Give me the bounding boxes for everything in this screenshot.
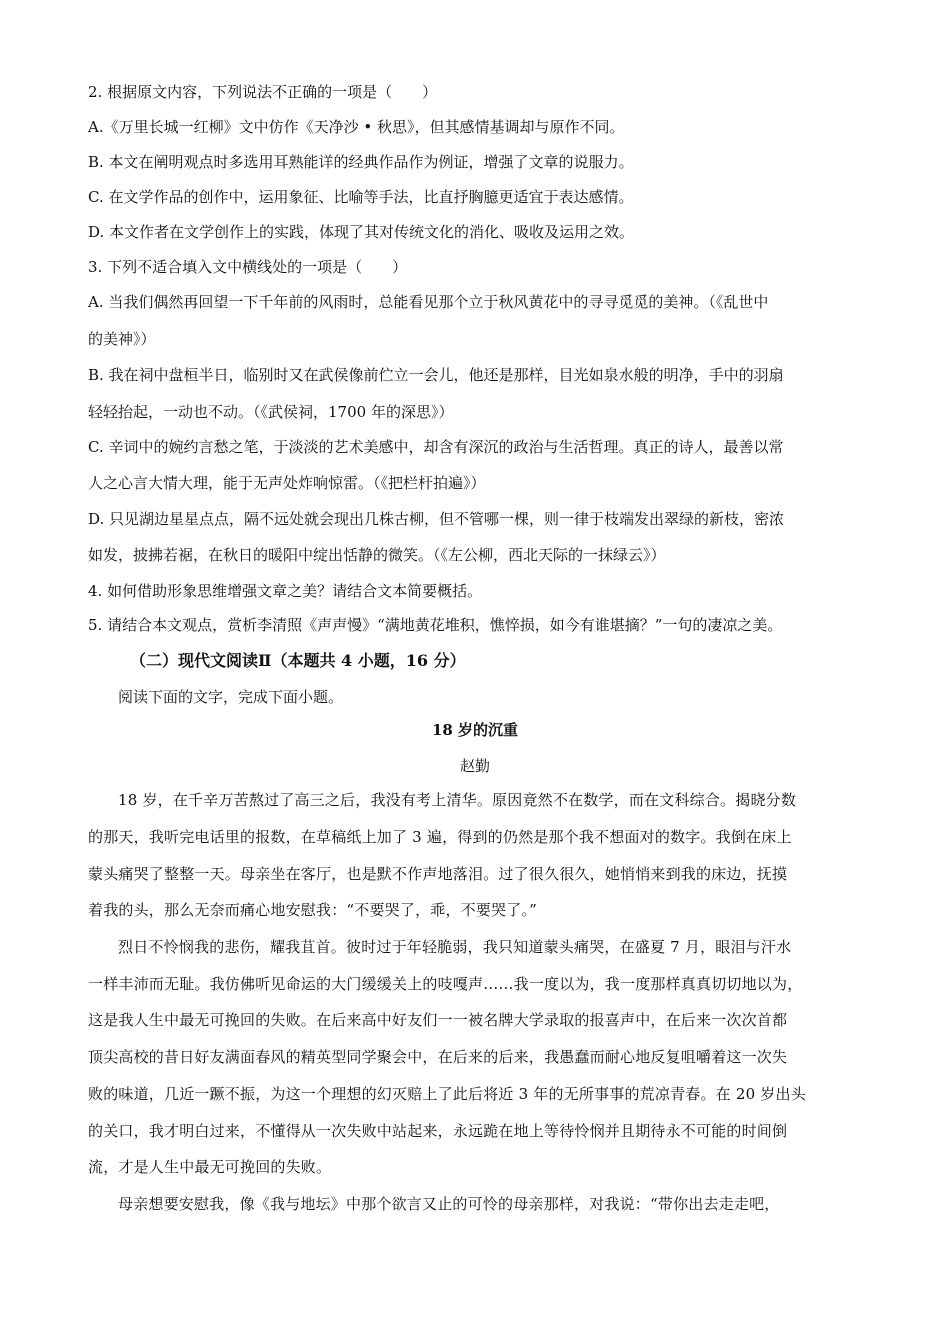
paragraph-2-line: 烈日不怜悯我的悲伤，耀我苴首。彼时过于年轻脆弱，我只知道蒙头痛哭，在盛夏 7 月，眼泪与汗水: [118, 938, 792, 956]
paragraph-1-line: 的那天，我听完电话里的报数，在草稿纸上加了 3 遍，得到的仍然是那个我不想面对的数字。我倒在床上: [88, 828, 792, 846]
paragraph-2-line: 的关口，我才明白过来，不懂得从一次失败中站起来，永远跪在地上等待怜悯并且期待永不可能的时间倒: [88, 1122, 788, 1140]
question-5: 5. 请结合本文观点，赏析李清照《声声慢》“满地黄花堆积，憔悴损，如今有谁堪摘？”一句的凄凉之美。: [88, 616, 783, 634]
question-2-option-a: A.《万里长城一红柳》文中仿作《天净沙 • 秋思》，但其感情基调却与原作不同。: [88, 118, 625, 136]
paragraph-2-line: 一样丰沛而无耻。我仿佛听见命运的大门缓缓关上的吱嘎声……我一度以为，我一度那样真真切切地以为，: [88, 975, 803, 993]
question-3-option-a-line-1: A. 当我们偶然再回望一下千年前的风雨时，总能看见那个立于秋风黄花中的寻寻觅觅的美神。（《乱世中: [88, 293, 769, 311]
question-3-option-c-line-1: C. 辛词中的婉约言愁之笔，于淡淡的艺术美感中，却含有深沉的政治与生活哲理。真正的诗人，最善以常: [88, 438, 784, 456]
paragraph-2-line: 顶尖高校的昔日好友满面春风的精英型同学聚会中，在后来的后来，我愚蠢而耐心地反复咀嚼着这一次失: [88, 1048, 788, 1066]
paragraph-1-line: 18 岁，在千辛万苦熬过了高三之后，我没有考上清华。原因竟然不在数学，而在文科综合。揭晓分数: [118, 791, 797, 809]
question-2-option-c: C. 在文学作品的创作中，运用象征、比喻等手法，比直抒胸臆更适宜于表达感情。: [88, 188, 634, 206]
article-author: 赵勤: [459, 757, 490, 775]
article-title: 18 岁的沉重: [431, 721, 519, 739]
paragraph-1-line: 蒙头痛哭了整整一天。母亲坐在客厅，也是默不作声地落泪。过了很久很久，她悄悄来到我的床边，抚摸: [88, 865, 788, 883]
question-3-option-a-line-2: 的美神》）: [88, 330, 156, 348]
question-4: 4. 如何借助形象思维增强文章之美？请结合文本简要概括。: [88, 582, 483, 600]
question-2-option-d: D. 本文作者在文学创作上的实践，体现了其对传统文化的消化、吸收及运用之效。: [88, 223, 635, 241]
question-3-option-d-line-1: D. 只见湖边星星点点，隔不远处就会现出几株古柳，但不管哪一棵，则一律于枝端发出翠绿的新枝，密浓: [88, 510, 785, 528]
section-heading: （二）现代文阅读Ⅱ（本题共 4 小题，16 分）: [130, 651, 466, 670]
section-instruction: 阅读下面的文字，完成下面小题。: [118, 688, 344, 706]
question-3-option-c-line-2: 人之心言大情大理，能于无声处炸响惊雷。（《把栏杆拍遍》）: [88, 474, 486, 492]
question-3-option-b-line-2: 轻轻抬起，一动也不动。（《武侯祠，1700 年的深思》）: [88, 403, 454, 421]
paragraph-2-line: 流，才是人生中最无可挽回的失败。: [88, 1158, 332, 1176]
paragraph-1-line: 着我的头，那么无奈而痛心地安慰我：“不要哭了，乖，不要哭了。”: [88, 901, 538, 919]
paragraph-3-line: 母亲想要安慰我，像《我与地坛》中那个欲言又止的可怜的母亲那样，对我说：“带你出去走走吧，: [118, 1195, 780, 1213]
question-3: 3. 下列不适合填入文中横线处的一项是（ ）: [88, 258, 408, 276]
paragraph-2-line: 败的味道，几近一蹶不振，为这一个理想的幻灭赔上了此后将近 3 年的无所事事的荒凉青春。在 20 岁出头: [88, 1085, 806, 1103]
question-2: 2. 根据原文内容，下列说法不正确的一项是（ ）: [88, 83, 438, 101]
paragraph-2-line: 这是我人生中最无可挽回的失败。在后来高中好友们一一被名牌大学录取的报喜声中，在后来一次次首都: [88, 1011, 788, 1029]
question-3-option-d-line-2: 如发，披拂若裾，在秋日的暖阳中绽出恬静的微笑。（《左公柳，西北天际的一抹绿云》）: [88, 546, 666, 564]
question-2-option-b: B. 本文在阐明观点时多选用耳熟能详的经典作品作为例证，增强了文章的说服力。: [88, 153, 634, 171]
question-3-option-b-line-1: B. 我在祠中盘桓半日，临别时又在武侯像前伫立一会儿，他还是那样，目光如泉水般的明净，手中的羽扇: [88, 366, 784, 384]
